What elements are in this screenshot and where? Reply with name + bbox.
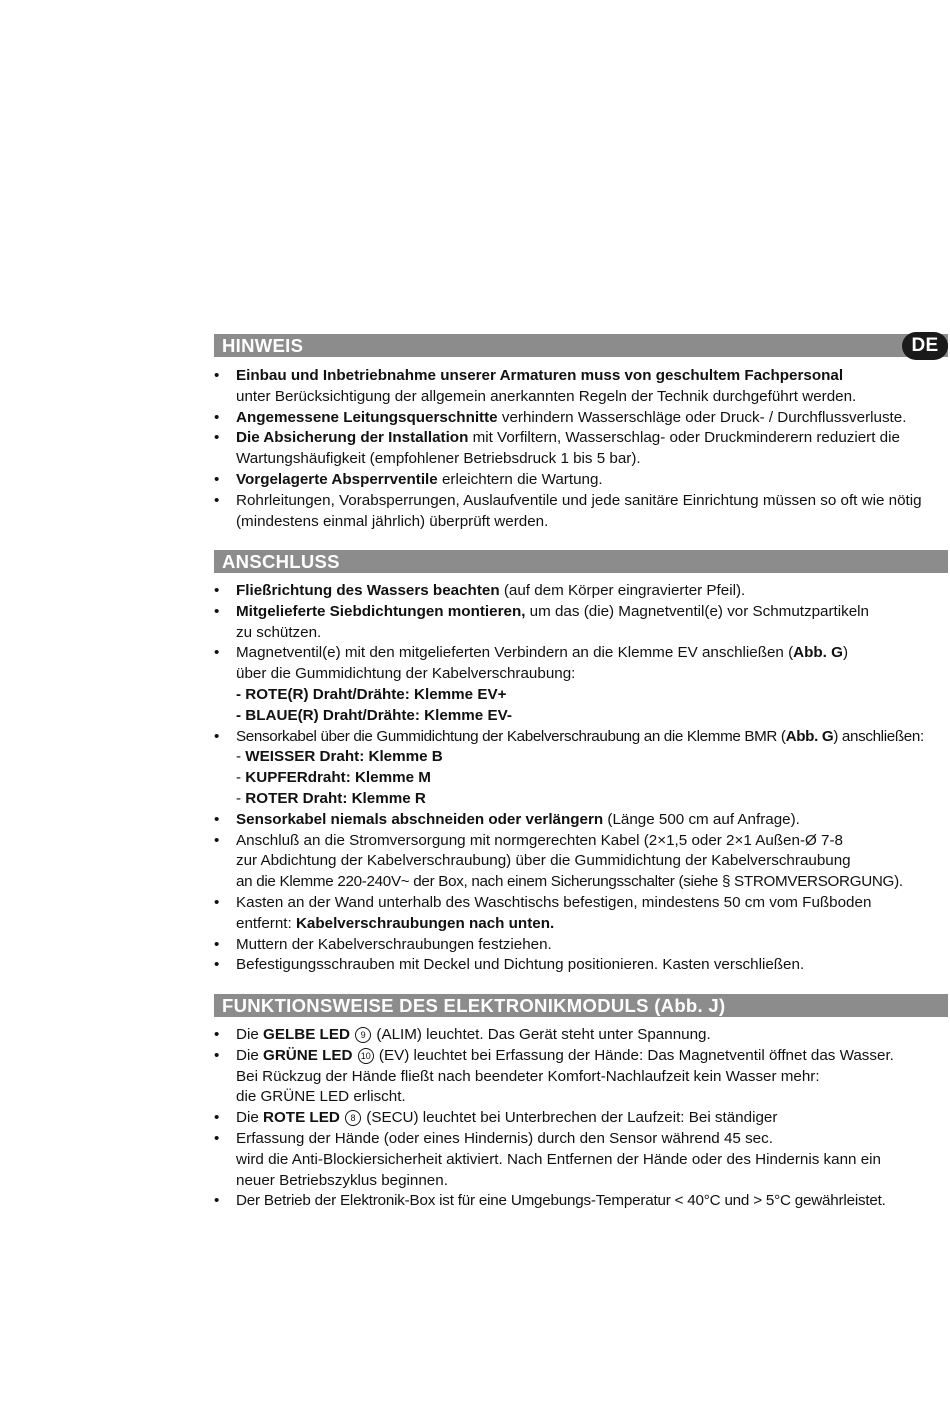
list-item: • Die GRÜNE LED 10 (EV) leuchtet bei Erfassung der Hände: Das Magnetventil öffnet das Wasser. Bei Rückzug der Hände fließt nach beendeter Komfort-Nachlaufzeit kein Wasser mehr: die GRÜNE LED erlischt. — [214, 1046, 894, 1106]
list-item: • Angemessene Leitungsquerschnitte verhindern Wasserschläge oder Druck- / Durchflussverluste. — [214, 408, 907, 426]
led-number-badge: 10 — [358, 1048, 374, 1064]
list-item: • Muttern der Kabelverschraubungen festziehen. — [214, 935, 552, 953]
list-item: • Fließrichtung des Wassers beachten (auf dem Körper eingravierter Pfeil). — [214, 582, 746, 599]
section-header-anschluss — [214, 550, 948, 573]
language-badge: DE — [902, 332, 948, 360]
section-funktionsweise — [214, 994, 948, 1212]
list-item: • Kasten an der Wand unterhalb des Waschtischs befestigen, mindestens 50 cm vom Fußboden entfernt: Kabelverschraubungen nach unten. — [214, 893, 872, 932]
section-header-funktionsweise — [214, 994, 948, 1017]
list-item: • Magnetventil(e) mit den mitgelieferten Verbindern an die Klemme EV anschließen (Abb. G) über die Gummidichtung der Kabelverschraubung: - ROTE(R) Draht/Drähte: Klemme EV+ - BLAUE(R) Draht/Drähte: Klemme EV- — [214, 644, 848, 724]
list-item: • Anschluß an die Stromversorgung mit normgerechten Kabel (2×1,5 oder 2×1 Außen-Ø 7-8 zur Abdichtung der Kabelverschraubung) über die Gummidichtung der Kabelverschraubung an die Klemme 220-240V~ der Box, nach einem Sicherungsschalter (siehe § STROMVERSORGUNG). — [214, 831, 903, 891]
list-item: • Erfassung der Hände (oder eines Hindernis) durch den Sensor während 45 sec. wird die Anti-Blockiersicherheit aktiviert. Nach Entfernen der Hände oder des Hindernis kann ein neuer Betriebszyklus beginnen. — [214, 1129, 881, 1189]
section-anschluss — [214, 550, 948, 976]
list-item: • Einbau und Inbetriebnahme unserer Armaturen muss von geschultem Fachpersonal unter Berücksichtigung der allgemein anerkannten Regeln der Technik durchgeführt werden. — [214, 367, 857, 405]
led-number-badge: 9 — [355, 1027, 371, 1043]
section-title: HINWEIS — [222, 335, 304, 356]
led-number-badge: 8 — [345, 1110, 361, 1126]
anschluss-list — [214, 581, 948, 976]
list-item: • Der Betrieb der Elektronik-Box ist für eine Umgebungs-Temperatur < 40°C und > 5°C gewährleistet. — [214, 1192, 886, 1210]
section-header-hinweis — [214, 334, 948, 357]
list-item: • Die GELBE LED 9 (ALIM) leuchtet. Das Gerät steht unter Spannung. — [214, 1026, 711, 1043]
section-hinweis — [214, 334, 948, 532]
hinweis-list — [214, 366, 948, 532]
funktion-list — [214, 1025, 948, 1212]
list-item: • Sensorkabel über die Gummidichtung der Kabelverschraubung an die Klemme BMR (Abb. G) anschließen: - WEISSER Draht: Klemme B - KUPFERdraht: Klemme M - ROTER Draht: Klemme R — [214, 727, 924, 807]
list-item: • Die Absicherung der Installation mit Vorfiltern, Wasserschlag- oder Druckminderern reduziert die Wartungshäufigkeit (empfohlener Betriebsdruck 1 bis 5 bar). — [214, 429, 900, 468]
list-item: • Mitgelieferte Siebdichtungen montieren, um das (die) Magnetventil(e) vor Schmutzpartikeln zu schützen. — [214, 602, 869, 641]
list-item: • Rohrleitungen, Vorabsperrungen, Auslaufventile und jede sanitäre Einrichtung müssen so oft wie nötig (mindestens einmal jährlich) überprüft werden. — [214, 491, 922, 530]
section-title: FUNKTIONSWEISE DES ELEKTRONIKMODULS (Abb. J) — [222, 995, 726, 1016]
list-item: • Befestigungsschrauben mit Deckel und Dichtung positionieren. Kasten verschließen. — [214, 956, 805, 974]
list-item: • Sensorkabel niemals abschneiden oder verlängern (Länge 500 cm auf Anfrage). — [214, 810, 800, 828]
list-item: • Vorgelagerte Absperrventile erleichtern die Wartung. — [214, 470, 603, 488]
section-title: ANSCHLUSS — [222, 551, 340, 572]
list-item: • Die ROTE LED 8 (SECU) leuchtet bei Unterbrechen der Laufzeit: Bei ständiger — [214, 1109, 778, 1127]
